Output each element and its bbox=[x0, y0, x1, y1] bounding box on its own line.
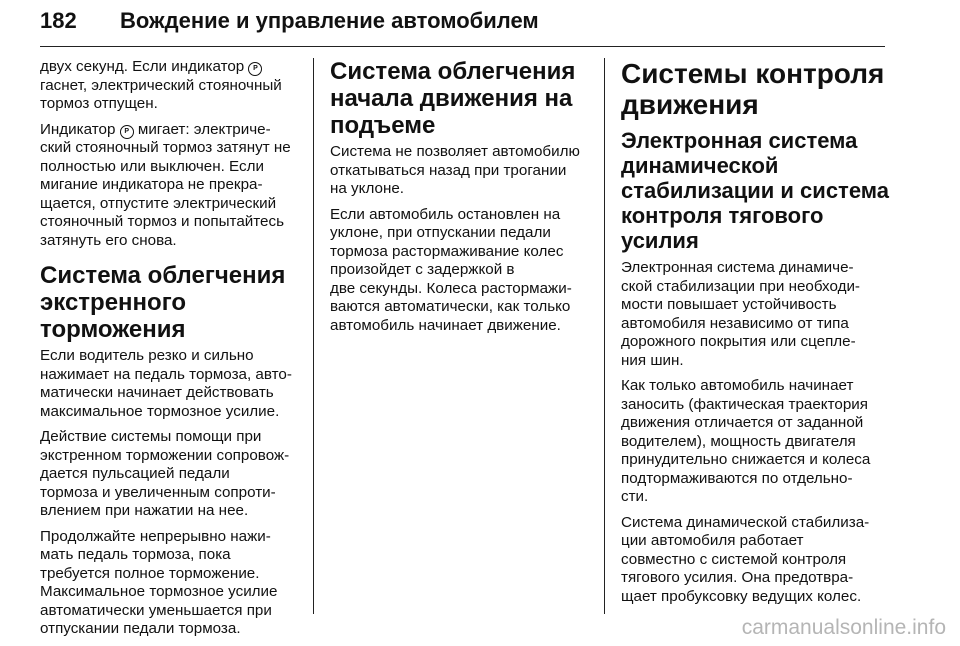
running-title: Вождение и управление автомобилем bbox=[120, 8, 539, 33]
paragraph-emergency-1: Если водитель резко и сильно нажимает на педаль тормоза, авто- матически начинает действовать максимальное тормозное усилие. bbox=[40, 347, 292, 420]
heading-drive-control-systems: Системы контроля движения bbox=[621, 58, 885, 120]
paragraph-indicator-blinking: Индикатор P мигает: электриче- ский стояночный тормоз затянут не полностью или выключен. Если мигание индикатора не прекра- щается, отпустите электрический стояночный тормоз и попытайтесь затянуть его снова. bbox=[40, 120, 291, 249]
parking-brake-icon: P bbox=[248, 62, 262, 76]
column-1 bbox=[40, 58, 302, 646]
column-divider-1 bbox=[313, 58, 314, 614]
page-header bbox=[40, 8, 885, 46]
heading-hill-start: Система облегчения начала движения на подъеме bbox=[330, 58, 576, 139]
watermark: carmanualsonline.info bbox=[741, 616, 946, 639]
heading-emergency-braking: Система облегчения экстренного торможения bbox=[40, 262, 286, 343]
column-divider-2 bbox=[604, 58, 605, 614]
header-divider bbox=[40, 46, 885, 47]
paragraph-esc-3: Система динамической стабилиза- ции автомобиля работает совместно с системой контроля тягового усилия. Она предотвра- щает пробуксовку ведущих колес. bbox=[621, 513, 870, 605]
page-number: 182 bbox=[40, 8, 77, 33]
column-3 bbox=[621, 58, 889, 613]
column-2 bbox=[330, 58, 592, 342]
paragraph-hill-start-1: Система не позволяет автомобилю откатываться назад при трогании на уклоне. bbox=[330, 143, 580, 197]
paragraph-esc-2: Как только автомобиль начинает заносить (фактическая траектория движения отличается от заданной водителем), мощность двигателя принудительно снижается и колеса подтормаживаются по отдельно- сти. bbox=[621, 377, 871, 505]
paragraph-hill-start-2: Если автомобиль остановлен на уклоне, при отпускании педали тормоза растормаживание колес произойдет с задержкой в две секунды. Колеса растормажи- ваются автоматически, как только автомобиль начинает движение. bbox=[330, 205, 572, 334]
subheading-esc-tc: Электронная система динамической стабилизации и система контроля тягового усилия bbox=[621, 128, 889, 253]
paragraph-esc-1: Электронная система динамиче- ской стабилизации при необходи- мости повышает устойчивость автомобиля независимо от типа дорожного покрытия или сцепле- ния шин. bbox=[621, 259, 860, 369]
parking-brake-icon: P bbox=[120, 125, 134, 139]
paragraph-indicator-off: двух секунд. Если индикатор P гаснет, электрический стояночный тормоз отпущен. bbox=[40, 58, 282, 112]
paragraph-emergency-3: Продолжайте непрерывно нажи- мать педаль тормоза, пока требуется полное торможение. Максимальное тормозное усилие автоматически уменьшается при отпускании педали тормоза. bbox=[40, 527, 278, 637]
paragraph-emergency-2: Действие системы помощи при экстренном торможении сопровож- дается пульсацией педали тормоза и увеличенным сопроти- влением при нажатии на нее. bbox=[40, 428, 290, 519]
